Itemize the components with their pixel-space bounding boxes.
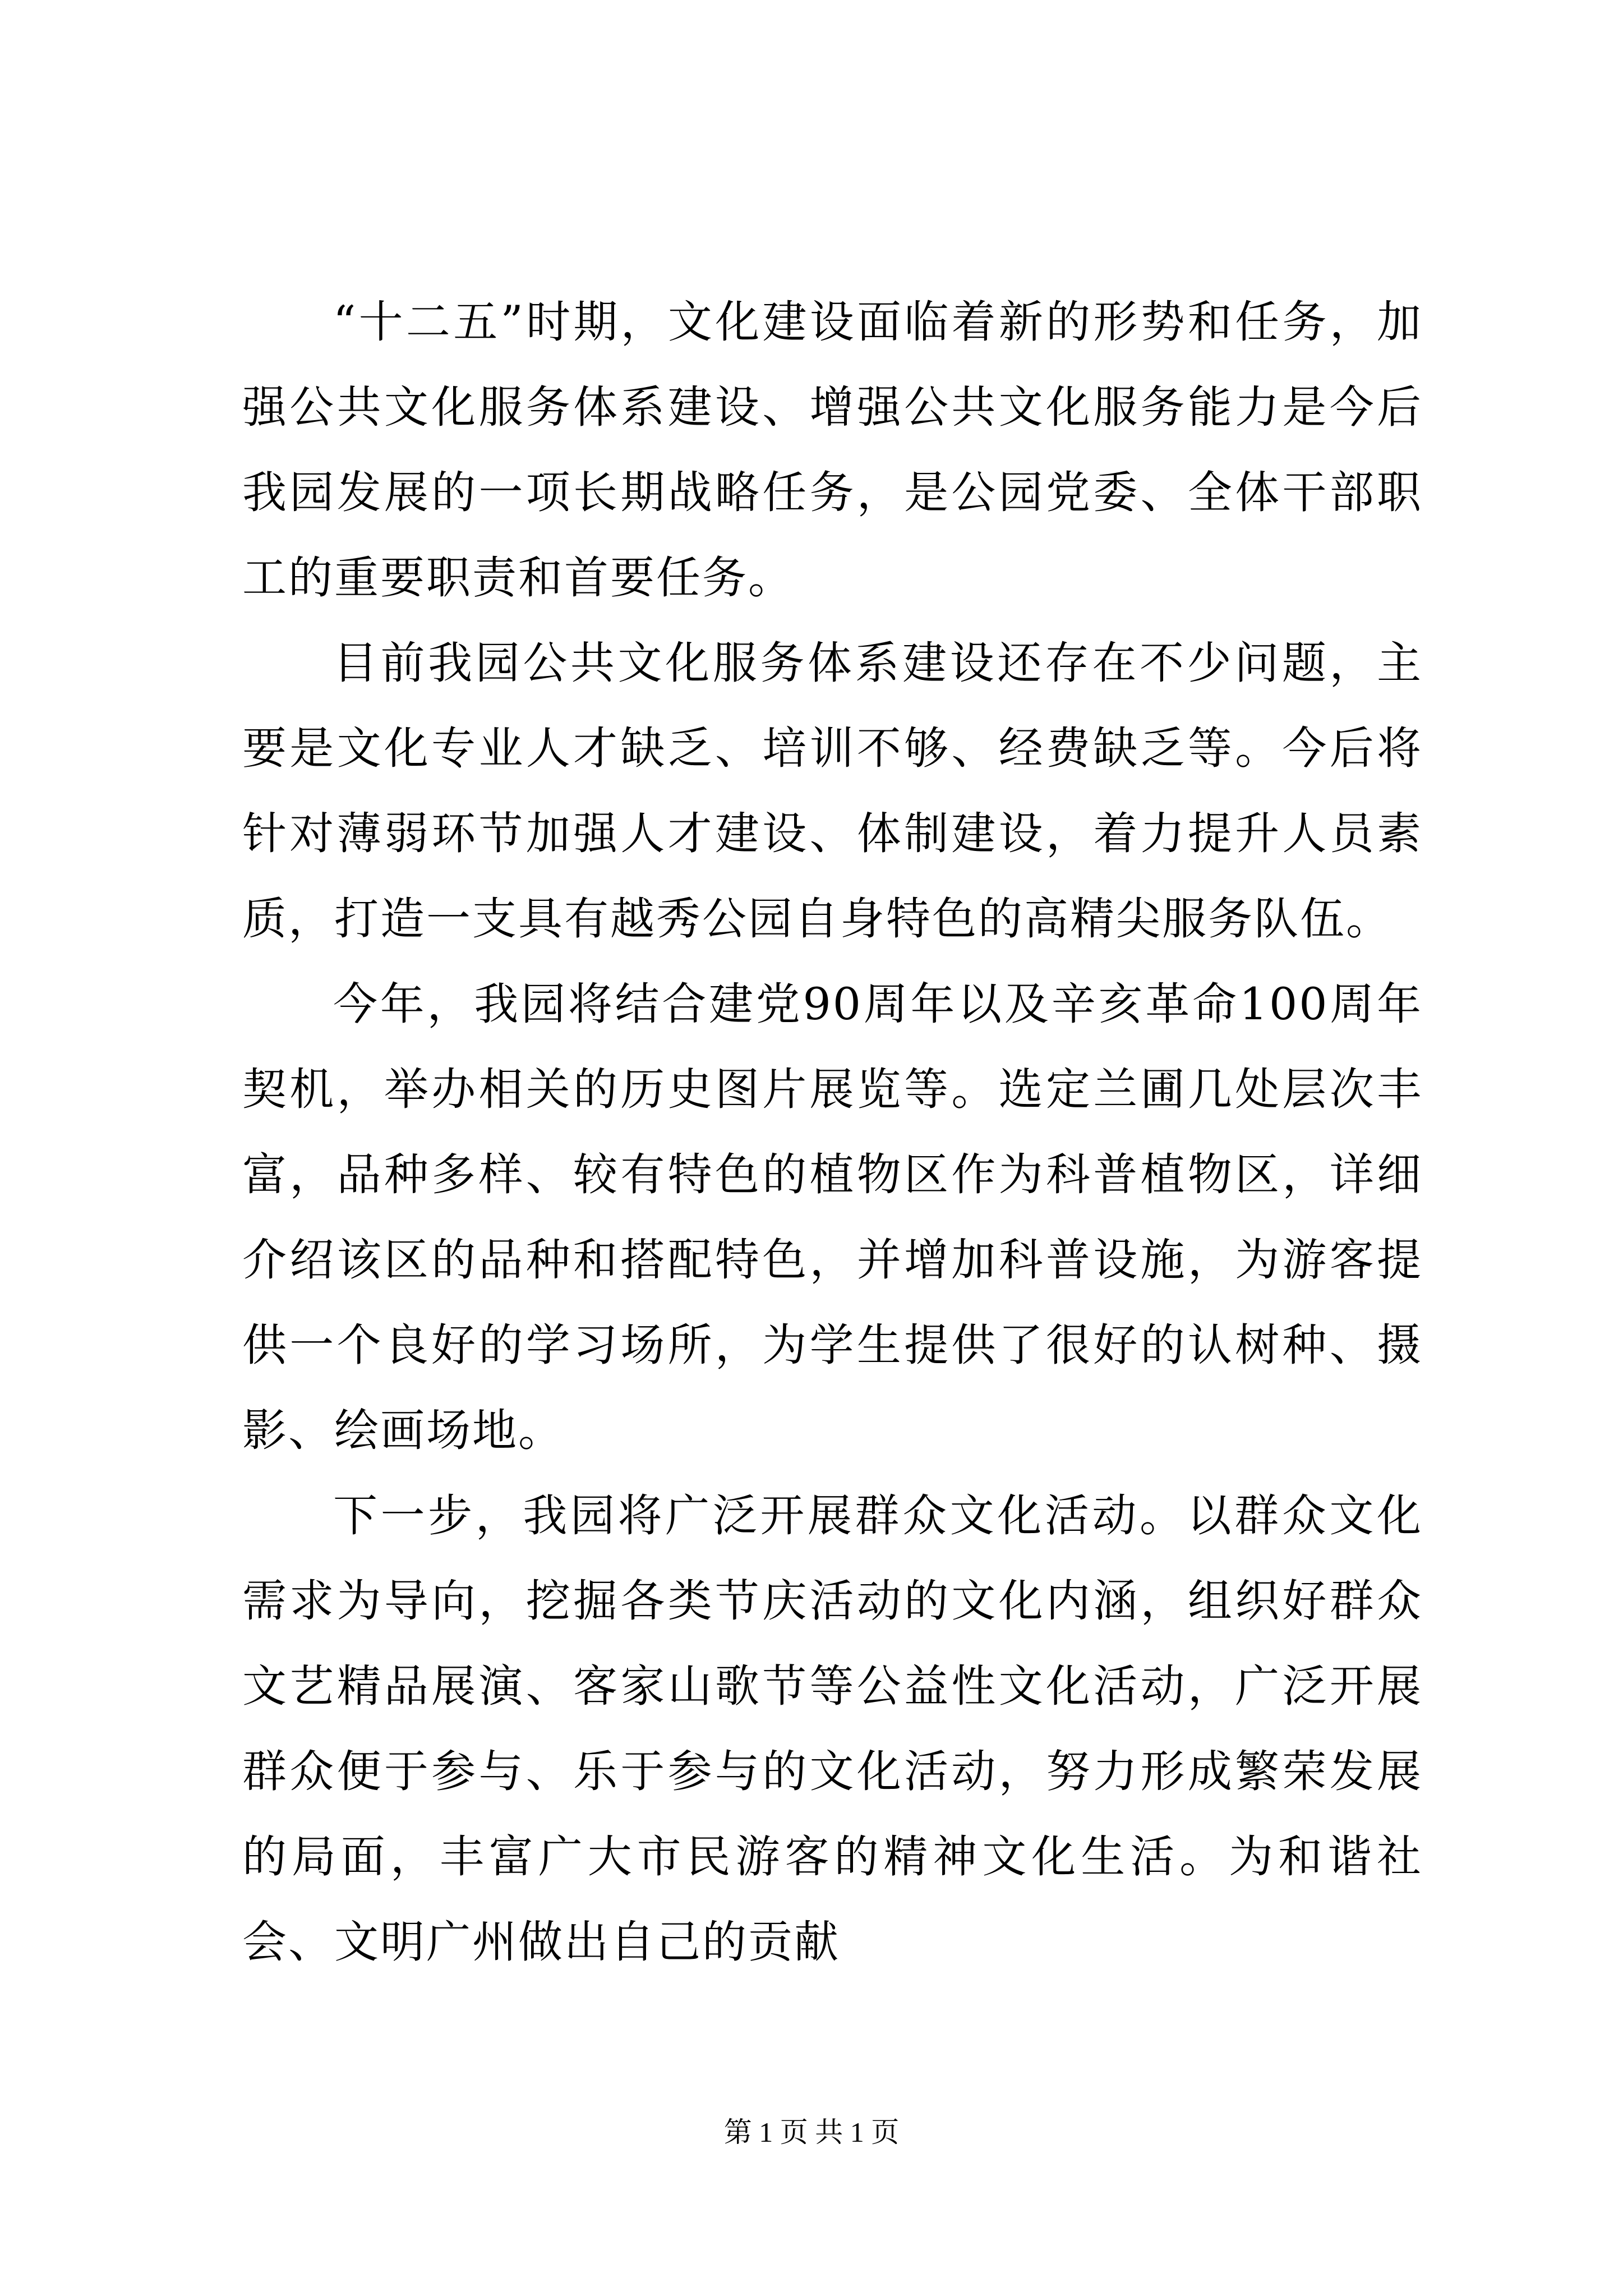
paragraph-2: 目前我园公共文化服务体系建设还存在不少问题，主要是文化专业人才缺乏、培训不够、经费缺乏等。今后将针对薄弱环节加强人才建设、体制建设，着力提升人员素质，打造一支具有越秀公园自身特色的高精尖服务队伍。 [242,637,1423,945]
paragraph-3: 今年，我园将结合建党90周年以及辛亥革命100周年契机，举办相关的历史图片展览等。选定兰圃几处层次丰富，品种多样、较有特色的植物区作为科普植物区，详细介绍该区的品种和搭配特色，并增加科普设施，为游客提供一个良好的学习场所，为学生提供了很好的认树种、摄影、绘画场地。 [242,978,1423,1456]
document-body [242,279,1423,1985]
paragraph-1: “十二五”时期，文化建设面临着新的形势和任务，加强公共文化服务体系建设、增强公共文化服务能力是今后我园发展的一项长期战略任务，是公园党委、全体干部职工的重要职责和首要任务。 [242,296,1423,604]
page-number-footer: 第 1 页 共 1 页 [723,2116,900,2148]
paragraph-4: 下一步，我园将广泛开展群众文化活动。以群众文化需求为导向，挖掘各类节庆活动的文化内涵，组织好群众文艺精品展演、客家山歌节等公益性文化活动，广泛开展群众便于参与、乐于参与的文化活动，努力形成繁荣发展的局面，丰富广大市民游客的精神文化生活。为和谐社会、文明广州做出自己的贡献 [242,1490,1423,1968]
